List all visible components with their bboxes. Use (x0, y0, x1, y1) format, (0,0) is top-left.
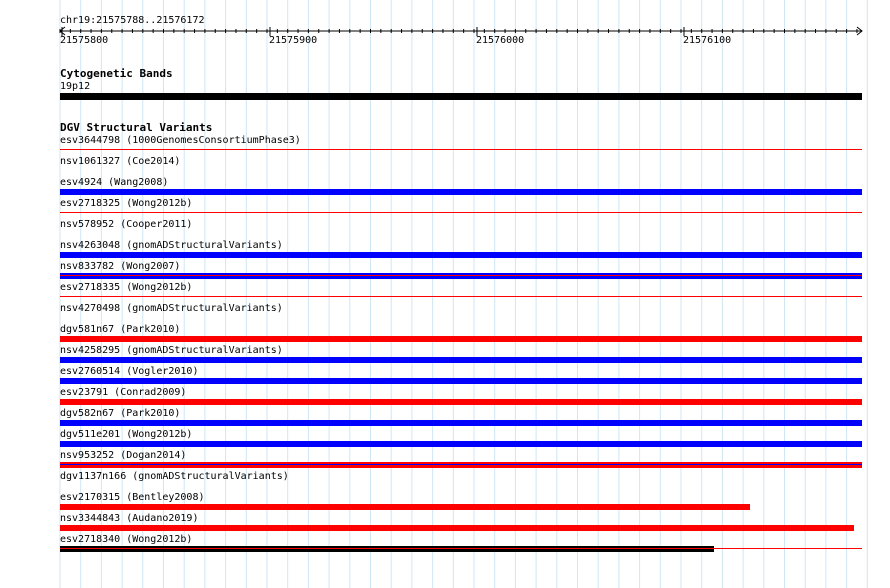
variant-feature-bar[interactable] (60, 296, 862, 297)
ruler-tick-label: 21576000 (476, 35, 525, 46)
variant-label: esv2718340 (Wong2012b) (60, 534, 193, 545)
variant-feature-bar[interactable] (60, 525, 854, 531)
variant-feature-bar[interactable] (60, 189, 862, 195)
variant-feature-bar[interactable] (60, 336, 862, 342)
variant-feature-bar[interactable] (60, 548, 862, 549)
variant-feature-bar[interactable] (60, 462, 862, 468)
variant-label: nsv1061327 (Coe2014) (60, 156, 181, 167)
variant-feature-bar[interactable] (60, 441, 862, 447)
variant-feature-bar[interactable] (60, 275, 862, 276)
variant-label: esv23791 (Conrad2009) (60, 387, 187, 398)
cytoband-track-title: Cytogenetic Bands (60, 67, 173, 80)
variant-feature-bar[interactable] (60, 546, 714, 552)
variant-label: esv2760514 (Vogler2010) (60, 366, 199, 377)
variant-feature-bar[interactable] (60, 399, 862, 405)
ruler-tick-label: 21575900 (269, 35, 318, 46)
ruler-tick-label: 21576100 (683, 35, 732, 46)
region-label: chr19:21575788..21576172 (60, 15, 205, 26)
variant-feature-bar[interactable] (60, 378, 862, 384)
ruler-axis (0, 0, 890, 60)
variant-label: esv2718325 (Wong2012b) (60, 198, 193, 209)
variant-label: esv2170315 (Bentley2008) (60, 492, 205, 503)
variant-feature-bar[interactable] (60, 191, 862, 192)
variant-label: nsv833782 (Wong2007) (60, 261, 181, 272)
dgv-track-title: DGV Structural Variants (60, 121, 213, 134)
variant-label: esv2718335 (Wong2012b) (60, 282, 193, 293)
variant-label: dgv582n67 (Park2010) (60, 408, 181, 419)
variant-feature-bar[interactable] (60, 504, 750, 510)
coordinate-ruler[interactable] (0, 0, 890, 60)
variant-feature-bar[interactable] (60, 420, 862, 426)
variant-label: nsv4270498 (gnomADStructuralVariants) (60, 303, 283, 314)
variant-label: nsv4258295 (gnomADStructuralVariants) (60, 345, 283, 356)
variant-feature-bar[interactable] (60, 252, 862, 258)
variant-label: nsv4263048 (gnomADStructuralVariants) (60, 240, 283, 251)
variant-feature-bar[interactable] (60, 464, 862, 465)
variant-label: dgv511e201 (Wong2012b) (60, 429, 193, 440)
variant-label: nsv953252 (Dogan2014) (60, 450, 187, 461)
variant-feature-bar[interactable] (60, 357, 862, 363)
variant-label: dgv581n67 (Park2010) (60, 324, 181, 335)
variant-feature-bar[interactable] (60, 149, 862, 150)
cytoband-label: 19p12 (60, 81, 91, 92)
ruler-tick-label: 21575800 (60, 35, 109, 46)
variant-feature-bar[interactable] (60, 212, 862, 213)
variant-label: dgv1137n166 (gnomADStructuralVariants) (60, 471, 289, 482)
cytoband-feature[interactable] (60, 93, 862, 100)
variant-label: nsv578952 (Cooper2011) (60, 219, 193, 230)
variant-label: esv4924 (Wang2008) (60, 177, 169, 188)
variant-feature-bar[interactable] (60, 273, 862, 279)
variant-label: esv3644798 (1000GenomesConsortiumPhase3) (60, 135, 301, 146)
variant-label: nsv3344843 (Audano2019) (60, 513, 199, 524)
